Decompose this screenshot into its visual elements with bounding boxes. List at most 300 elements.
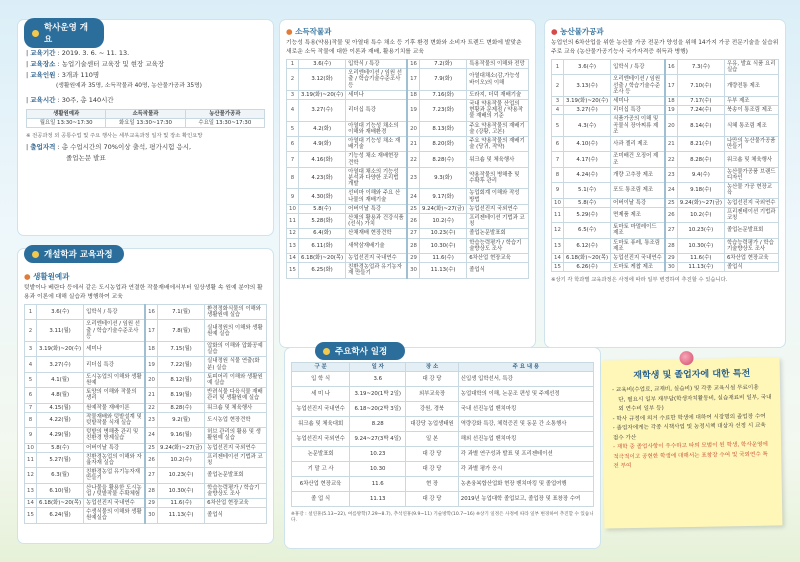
events-header: [315, 342, 405, 360]
schedule-topic: 토피어리 이해와 생활원예 실습: [205, 372, 267, 387]
schedule-date: 3.19(화)~20(수): [298, 90, 345, 99]
schedule-date: 7.22(월): [157, 357, 204, 372]
schedule-topic: 수생식물의 이해와 생활원예실습: [84, 508, 145, 523]
schedule-topic: 약용작물의 병해충 및 수확후 관리: [467, 167, 529, 189]
events-title: 주요학사 일정: [335, 347, 388, 357]
schedule-week-no: 2: [25, 320, 37, 342]
schedule-topic: 선비마 이해와 주요 산나물의 재배기술: [346, 189, 407, 204]
schedule-topic: 6차산업 현장교육: [724, 254, 778, 263]
benefits-list: [612, 384, 773, 472]
schedule-date: 4.29(월): [36, 428, 83, 443]
schedule-date: 4.22(월): [36, 412, 83, 427]
schedule-week-no: 8: [287, 167, 299, 189]
schedule-week-no: 27: [407, 229, 419, 238]
schedule-date: 8.14(수): [677, 115, 724, 137]
schedule-date: 4.15(월): [36, 403, 83, 412]
schedule-week-no: 16: [407, 60, 419, 69]
schedule-date: 6.18(화)~20(목): [36, 499, 83, 508]
schedule-week-no: 12: [552, 223, 564, 238]
schedule-week-no: 15: [25, 508, 37, 523]
curriculum-card: [18, 249, 273, 543]
schedule-week-no: 13: [25, 483, 37, 498]
events-cell: 8.28: [350, 417, 406, 432]
schedule-row: [25, 443, 267, 452]
schedule-week-no: 28: [407, 238, 419, 253]
events-cell: 6.18~20(2박 3일): [350, 402, 406, 417]
events-header-row: [292, 363, 594, 372]
schedule-topic: 친환경농업 유기농자재 만들기: [84, 468, 145, 483]
schedule-topic: 리더십 특강: [346, 100, 407, 122]
schedule-row: [287, 121, 529, 136]
events-cell: 논문발표회: [292, 447, 350, 462]
schedule-week-no: 15: [287, 263, 299, 278]
schedule-date: 3.12(화): [298, 69, 345, 91]
hours-label: 교육시간: [30, 96, 56, 104]
schedule-date: 4.23(화): [298, 167, 345, 189]
events-cell: 강원, 경북: [406, 402, 459, 417]
schedule-week-no: 22: [407, 152, 419, 167]
schedule-row: [25, 499, 267, 508]
schedule-topic: 어버이날 특강: [611, 198, 665, 207]
schedule-topic: 아열대 채소의 기능성 분석과 다양한 조리법 개발: [346, 167, 407, 189]
schedule-topic: 도마토 퓨레, 통조림 제조: [611, 238, 665, 253]
events-cell: 농촌융복합산업화 현장 벤치마킹 및 졸업여행: [458, 477, 593, 492]
schedule-date: 9.24(화)~27(금): [677, 198, 724, 207]
events-cell: 각 과별 연구성과 발표 및 프리젠테이션: [458, 447, 593, 462]
schedule-row: [25, 342, 267, 357]
events-cell: 2019년 농업대학 졸업보고, 졸업장 및 표창장 수여: [458, 492, 593, 507]
schedule-date: 7.16(화): [419, 90, 466, 99]
schedule-date: 7.3(수): [677, 60, 724, 75]
schedule-topic: 북송이 통조림 제조: [724, 106, 778, 115]
schedule-topic: 리더십 특강: [84, 357, 145, 372]
schedule-week-no: 18: [145, 342, 157, 357]
schedule-date: 8.13(화): [419, 121, 466, 136]
schedule-week-no: 30: [407, 263, 419, 278]
schedule-row: [25, 305, 267, 320]
overview-dot-icon: [32, 30, 39, 37]
schedule-topic: 산채의 활용과 건강식품(선식) 가치: [346, 214, 407, 229]
dept-title-horticulture: [24, 271, 267, 282]
schedule-date: 11.6(수): [419, 254, 466, 263]
schedule-week-no: 14: [25, 499, 37, 508]
schedule-row: [287, 69, 529, 91]
schedule-topic: 포도 통조림 제조: [611, 183, 665, 198]
schedule-date: 7.2(화): [419, 60, 466, 69]
schedule-date: 8.12(월): [157, 372, 204, 387]
schedule-date: 11.6(수): [157, 499, 204, 508]
benefit-item: - 졸업자에게는 각종 시책사업 및 농정시책 대상자 선정 시 교육 점수 가산: [612, 422, 766, 441]
curriculum-dot-icon: [32, 251, 39, 258]
schedule-row: [25, 508, 267, 523]
dept-title-income-text: 소득작물과: [295, 27, 332, 36]
schedule-week-no: 5: [25, 372, 37, 387]
schedule-topic: 세미나: [611, 97, 665, 106]
schedule-week-no: 30: [145, 508, 157, 523]
schedule-topic: 프리젠테이션 기법과 코칭: [205, 452, 267, 467]
benefit-item: 단, 필요시 일부 재부담(학생자치활동비, 실습재료비 일부, 국내외 연수비 일부 등): [618, 394, 772, 413]
schedule-topic: 우유, 발효 식품 요리 실습: [724, 60, 778, 75]
events-cell: 기 말 고 사: [292, 462, 350, 477]
flame-icon: ●: [286, 27, 293, 36]
events-cell: 세 미 나: [292, 387, 350, 402]
schedule-week-no: 11: [25, 452, 37, 467]
schedule-topic: 농산물 가공 현장교육: [724, 183, 778, 198]
schedule-date: 5.8(수): [298, 204, 345, 213]
events-row: [292, 477, 594, 492]
events-cell: 11.6: [350, 477, 406, 492]
events-column-header: 구 분: [292, 363, 350, 372]
schedule-week-no: 19: [407, 100, 419, 122]
schedule-date: 3.19(화)~20(수): [563, 97, 610, 106]
schedule-week-no: 19: [665, 106, 677, 115]
schedule-date: 4.30(화): [298, 189, 345, 204]
schedule-week-no: 1: [552, 60, 564, 75]
hours-line: | 교육시간 : 30주, 총 140시간: [26, 96, 114, 104]
schedule-row: [25, 320, 267, 342]
dept-title-processing: [551, 26, 779, 37]
events-cell: 농업선진지 국외연수: [292, 432, 350, 447]
time-value-1: 월요일 13:30~17:30: [27, 119, 106, 128]
schedule-row: [552, 198, 779, 207]
schedule-date: 6.5(수): [563, 223, 610, 238]
schedule-week-no: 22: [665, 152, 677, 167]
schedule-date: 3.11(월): [36, 320, 83, 342]
schedule-date: 6.3(월): [36, 468, 83, 483]
schedule-topic: 워크숍 및 체육행사: [205, 403, 267, 412]
dept-desc-processing: 농업인의 6차산업을 위한 농산물 가공 전문가 양성을 위해 14가지 가공 전문기술을 실습위주로 교육 (농산물가공기능사 국가자격증 취득과 병행): [551, 40, 779, 55]
schedule-week-no: 24: [145, 428, 157, 443]
schedule-row: [25, 357, 267, 372]
place-value: 농업기술센터 교육장 및 현장 교육장: [61, 60, 165, 68]
schedule-topic: 프리젠테이션 기법과 코칭: [724, 207, 778, 222]
schedule-topic: 입학식 / 특강: [611, 60, 665, 75]
schedule-date: 9.18(수): [677, 183, 724, 198]
schedule-week-no: 6: [287, 137, 299, 152]
schedule-week-no: 5: [552, 115, 564, 137]
schedule-topic: 졸업식: [724, 263, 778, 272]
schedule-date: 10.30(수): [677, 238, 724, 253]
schedule-topic: 원예작물 재배이론: [84, 403, 145, 412]
events-cell: 대 강 당: [406, 447, 459, 462]
schedule-topic: 농업선진지 국외연수: [467, 204, 529, 213]
overview-card: [18, 20, 273, 235]
schedule-row: [552, 167, 779, 182]
income-card: [280, 20, 535, 347]
schedule-week-no: 17: [665, 75, 677, 97]
schedule-date: 10.2(수): [157, 452, 204, 467]
schedule-week-no: 27: [145, 468, 157, 483]
events-dot-icon: [323, 348, 330, 355]
schedule-week-no: 14: [552, 254, 564, 263]
events-cell: 3.19~20(1박 2일): [350, 387, 406, 402]
schedule-topic: 6차산업 현장교육: [467, 254, 529, 263]
time-header-3: 농산물가공과: [185, 110, 264, 119]
dept-title-processing-text: 농산물가공과: [560, 27, 604, 36]
schedule-topic: 압화의 이해와 압화공예 실습: [205, 342, 267, 357]
schedule-row: [287, 238, 529, 253]
schedule-topic: 식품가공의 이해 및 곡물식 장아찌류 제조: [611, 115, 665, 137]
schedule-row: [287, 167, 529, 189]
benefits-title: 재학생 및 졸업자에 대한 특전: [633, 368, 751, 382]
schedule-topic: 두부 제조: [724, 97, 778, 106]
schedule-topic: 세미나: [346, 90, 407, 99]
schedule-date: 4.8(월): [36, 388, 83, 403]
events-row: [292, 387, 594, 402]
place-label: 교육장소: [30, 60, 56, 68]
schedule-week-no: 5: [287, 121, 299, 136]
schedule-topic: 기능성 채소 재배현장 견학: [346, 152, 407, 167]
schedule-week-no: 7: [287, 152, 299, 167]
schedule-week-no: 21: [145, 388, 157, 403]
schedule-date: 4.3(수): [563, 115, 610, 137]
schedule-week-no: 9: [287, 189, 299, 204]
schedule-topic: 워크숍 및 체육행사: [467, 152, 529, 167]
benefit-item: - 재학 중 졸업사항이 우수하고 타의 모범이 된 학생, 학사운영에 적극적이고 공헌한 학생에 대해서는 표창장 수여 및 국외연수 특전 부여: [613, 441, 768, 470]
schedule-week-no: 2: [552, 75, 564, 97]
schedule-topic: 작물재배와 텃밭설계 및 텃밭작물 식재 실습: [84, 412, 145, 427]
schedule-row: [25, 388, 267, 403]
schedule-date: 9.4(수): [677, 167, 724, 182]
schedule-row: [25, 372, 267, 387]
events-cell: 각 과별 평가 응시: [458, 462, 593, 477]
schedule-topic: 식혜 통조림 제조: [724, 115, 778, 137]
schedule-topic: 농업회계 이해와 작성 방법: [467, 189, 529, 204]
schedule-week-no: 7: [25, 403, 37, 412]
schedule-topic: 학습능력평가 / 학습기술향상도 조사: [724, 238, 778, 253]
events-cell: 워크숍 및 체육대회: [292, 417, 350, 432]
schedule-week-no: 17: [407, 69, 419, 91]
overview-header: [24, 18, 104, 48]
schedule-topic: 오리엔테이션 / 임원 선출 / 학습기술수준조사 등: [611, 75, 665, 97]
hours-value: 30주, 총 140시간: [61, 96, 114, 104]
events-cell: 10.30: [350, 462, 406, 477]
schedule-topic: 산채재배 현장견학: [346, 229, 407, 238]
schedule-topic: 졸업식: [467, 263, 529, 278]
schedule-week-no: 27: [665, 223, 677, 238]
schedule-date: 9.24(화)~27(금): [157, 443, 204, 452]
schedule-table-processing: [551, 59, 779, 272]
schedule-row: [552, 97, 779, 106]
schedule-topic: 농업선진지 국외연수: [205, 443, 267, 452]
schedule-row: [287, 263, 529, 278]
schedule-topic: 아열대 기능성 채소의 이해와 재배환경: [346, 121, 407, 136]
schedule-date: 6.18(화)~20(목): [298, 254, 345, 263]
schedule-week-no: 25: [665, 198, 677, 207]
schedule-week-no: 14: [287, 254, 299, 263]
leaf-icon: ●: [24, 272, 31, 281]
schedule-topic: 학습능력평가 / 학습기술향상도 조사: [467, 238, 529, 253]
processing-card: [545, 20, 785, 347]
schedule-row: [552, 254, 779, 263]
schedule-date: 4.1(월): [36, 372, 83, 387]
schedule-date: 9.2(월): [157, 412, 204, 427]
schedule-week-no: 11: [287, 214, 299, 229]
schedule-date: 10.30(수): [157, 483, 204, 498]
schedule-date: 7.10(수): [677, 75, 724, 97]
events-row: [292, 447, 594, 462]
benefit-item: - 학사 규정에 의거 수료한 학생에 대하여 시장명의 졸업장 수여: [612, 413, 766, 422]
schedule-row: [287, 137, 529, 152]
schedule-week-no: 8: [552, 167, 564, 182]
schedule-topic: 토마토 마멀레이드 제조: [611, 223, 665, 238]
schedule-date: 6.4(화): [298, 229, 345, 238]
events-cell: 현 장: [406, 477, 459, 492]
schedule-topic: 졸업논문발표회: [205, 468, 267, 483]
schedule-topic: 도시농업의 이해와 생활원예: [84, 372, 145, 387]
schedule-row: [287, 90, 529, 99]
schedule-date: 7.9(화): [419, 69, 466, 91]
schedule-date: 8.19(월): [157, 388, 204, 403]
schedule-date: 6.12(수): [563, 238, 610, 253]
schedule-row: [552, 60, 779, 75]
schedule-topic: 실내정원의 이해와 생활원예 실습: [205, 320, 267, 342]
schedule-week-no: 16: [145, 305, 157, 320]
schedule-date: 7.24(수): [677, 106, 724, 115]
schedule-table-horticulture: [24, 304, 267, 524]
schedule-topic: 산나물을 활용한 도시농업 / 텃밭작물 수확체험: [84, 483, 145, 498]
graduation-value: 총 수업시간의 70%이상 출석, 평가시험 응시,: [61, 143, 192, 152]
place-line: | 교육장소 : 농업기술센터 교육장 및 현장 교육장: [26, 60, 165, 68]
schedule-row: [552, 106, 779, 115]
pushpin-icon: [679, 351, 693, 365]
schedule-topic: 6차산업 현장교육: [205, 499, 267, 508]
schedule-date: 11.13(수): [157, 508, 204, 523]
schedule-week-no: 4: [25, 357, 37, 372]
events-column-header: 일 자: [350, 363, 406, 372]
schedule-row: [287, 60, 529, 69]
schedule-date: 5.29(수): [563, 207, 610, 222]
schedule-row: [552, 263, 779, 272]
events-cell: 외부교육장: [406, 387, 459, 402]
schedule-date: 9.16(월): [157, 428, 204, 443]
schedule-date: 5.8(수): [563, 198, 610, 207]
schedule-row: [287, 254, 529, 263]
events-cell: 국내 선진농업 벤치마킹: [458, 402, 593, 417]
events-cell: 역량강화 특강, 체력증진 및 동문 간 소통행사: [458, 417, 593, 432]
schedule-row: [287, 204, 529, 213]
schedule-week-no: 26: [145, 452, 157, 467]
schedule-topic: 면제품 제조: [611, 207, 665, 222]
events-cell: 11.13: [350, 492, 406, 507]
schedule-week-no: 25: [145, 443, 157, 452]
schedule-date: 7.23(화): [419, 100, 466, 122]
schedule-week-no: 2: [287, 69, 299, 91]
schedule-topic: 새싹삼재배기술: [346, 238, 407, 253]
schedule-date: 7.15(월): [157, 342, 204, 357]
schedule-row: [25, 428, 267, 443]
schedule-date: 6.10(월): [36, 483, 83, 498]
schedule-week-no: 30: [665, 263, 677, 272]
schedule-row: [552, 137, 779, 152]
schedule-date: 3.19(화)~20(수): [36, 342, 83, 357]
schedule-topic: 친환경농업의 이해와 자율자재 실습: [84, 452, 145, 467]
schedule-topic: 실내정원 식물 연출(화분) 실습: [205, 357, 267, 372]
schedule-topic: 농업선진지 국내연수: [346, 254, 407, 263]
graduation-line: | 출업자격 : 총 수업시간의 70%이상 출석, 평가시험 응시,: [26, 143, 192, 152]
schedule-table-income: [286, 59, 529, 279]
schedule-date: 7.17(수): [677, 97, 724, 106]
schedule-topic: 조미배건 오징어 제조: [611, 152, 665, 167]
benefit-item: - 교육비(수업료, 교재비, 실습비) 및 각종 교육시설 무료이용: [612, 384, 759, 394]
schedule-date: 10.23(수): [677, 223, 724, 238]
schedule-row: [25, 412, 267, 427]
schedule-date: 3.27(수): [36, 357, 83, 372]
schedule-week-no: 12: [287, 229, 299, 238]
schedule-week-no: 1: [287, 60, 299, 69]
schedule-date: 3.27(수): [563, 106, 610, 115]
schedule-date: 4.17(수): [563, 152, 610, 167]
schedule-date: 4.10(수): [563, 137, 610, 152]
schedule-date: 6.25(화): [298, 263, 345, 278]
schedule-week-no: 20: [145, 372, 157, 387]
schedule-date: 9.3(화): [419, 167, 466, 189]
schedule-topic: 허브 관리의 활용 및 생활원예 실습: [205, 428, 267, 443]
events-row: [292, 372, 594, 387]
schedule-row: [25, 468, 267, 483]
schedule-date: 4.2(화): [298, 121, 345, 136]
schedule-week-no: 9: [25, 428, 37, 443]
schedule-topic: 졸업식: [205, 508, 267, 523]
schedule-date: 3.6(수): [563, 60, 610, 75]
schedule-topic: 어버이날 특강: [84, 443, 145, 452]
time-value-2: 화요일 13:30~17:30: [106, 119, 185, 128]
schedule-topic: 주요 약용작물의 재배기술 (강황, 고본): [467, 121, 529, 136]
schedule-week-no: 8: [25, 412, 37, 427]
events-cell: 농업선진지 국내연수: [292, 402, 350, 417]
schedule-date: 6.26(수): [563, 263, 610, 272]
schedule-topic: 졸업논문발표회: [467, 229, 529, 238]
events-column-header: 장 소: [406, 363, 459, 372]
schedule-date: 8.28(수): [677, 152, 724, 167]
schedule-week-no: 20: [407, 121, 419, 136]
schedule-topic: 농업선진지 국외연수: [724, 198, 778, 207]
schedule-topic: 입학식 / 특강: [346, 60, 407, 69]
schedule-topic: 오리엔테이션 / 임원 선출 / 학습기술수준조사 등: [346, 69, 407, 91]
schedule-topic: 리더십 특강: [611, 106, 665, 115]
dept-desc-income: 기능성 특용(약용)작물 및 아열대 특수 채소 등 기후 환경 변화와 소비자 트렌드 변화에 발맞춘 새로운 소득 작물에 대한 이론과 재배, 활용기치를 교육: [286, 40, 522, 55]
schedule-week-no: 3: [552, 97, 564, 106]
schedule-week-no: 24: [407, 189, 419, 204]
schedule-week-no: 23: [407, 167, 419, 189]
schedule-topic: 주요 약용작물의 재배기술 (당귀, 작약): [467, 137, 529, 152]
overview-title: 학사운영 개요: [43, 23, 88, 45]
schedule-topic: 입학식 / 특강: [84, 305, 145, 320]
events-table: [291, 362, 594, 507]
schedule-date: 7.1(월): [157, 305, 204, 320]
events-cell: 신입생 입학선서, 특강: [458, 372, 593, 387]
schedule-week-no: 23: [145, 412, 157, 427]
schedule-date: 4.9(화): [298, 137, 345, 152]
schedule-topic: 개량전통 제조: [724, 75, 778, 97]
schedule-topic: 특용작물의 이해와 전망: [467, 60, 529, 69]
schedule-date: 8.20(화): [419, 137, 466, 152]
period-line: | 교육기간 : 2019. 3. 6. ~ 11. 13.: [26, 49, 130, 57]
events-card: [285, 348, 600, 548]
schedule-week-no: 20: [665, 115, 677, 137]
schedule-row: [552, 115, 779, 137]
schedule-week-no: 26: [665, 207, 677, 222]
schedule-week-no: 3: [25, 342, 37, 357]
people-detail: (생활원예과 35명, 소득작물과 40명, 농산물가공과 35명): [56, 83, 202, 89]
schedule-topic: 학습능력평가 / 학습기술향상도 조사: [205, 483, 267, 498]
schedule-week-no: 3: [287, 90, 299, 99]
schedule-topic: 어버이날 특강: [346, 204, 407, 213]
events-row: [292, 492, 594, 507]
schedule-topic: 국내 약용작물 산업의 현황과 문제점 / 약용작물 재배의 기준: [467, 100, 529, 122]
schedule-row: [25, 483, 267, 498]
schedule-week-no: 10: [552, 198, 564, 207]
